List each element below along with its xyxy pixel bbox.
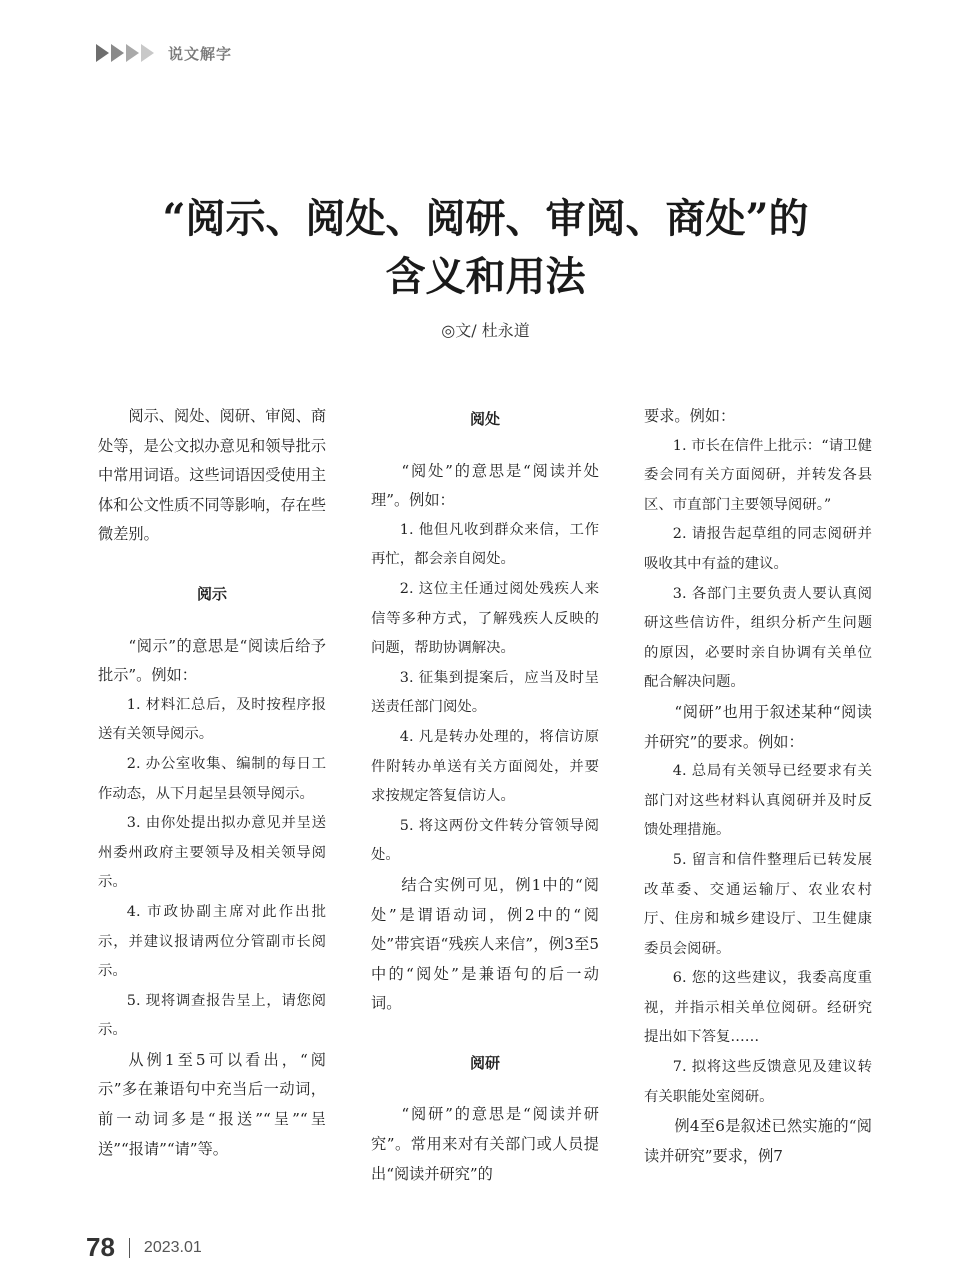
example-item: 3. 征集到提案后，应当及时呈送责任部门阅处。: [371, 669, 599, 716]
example-item: 2. 办公室收集、编制的每日工作动态，从下月起呈县领导阅示。: [98, 755, 326, 802]
paragraph: 要求。例如：: [644, 407, 736, 425]
issue-date: 2023.01: [143, 1238, 202, 1256]
paragraph: 从例1至5可以看出，“阅示”多在兼语句中充当后一动词，前一动词多是“报送”“呈”“呈送”“报请”“请”等。: [98, 1050, 326, 1158]
paragraph: “阅示”的意思是“阅读后给予批示”。例如：: [98, 636, 326, 685]
example-item: 4. 凡是转办处理的，将信访原件附转办单送有关方面阅处，并要求按规定答复信访人。: [371, 728, 599, 805]
example-item: 1. 他但凡收到群众来信，工作再忙，都会亲自阅处。: [371, 521, 599, 568]
subheading-yueshi: 阅示: [196, 584, 227, 603]
chevron-arrows-icon: [96, 44, 156, 62]
section-header: [96, 40, 232, 66]
paragraph: 例4至6是叙述已然实施的“阅读并研究”要求，例7: [644, 1117, 872, 1165]
subheading-yuechu: 阅处: [469, 410, 500, 428]
text-column-3: [644, 402, 872, 1171]
paragraph: 阅示、阅处、阅研、审阅、商处等，是公文拟办意见和领导批示中常用词语。这些词语因受使用主体和公文性质不同等影响，存在些微差别。: [98, 407, 326, 544]
paragraph: 结合实例可见，例1中的“阅处”是谓语动词，例2中的“阅处”带宾语“残疾人来信”，例3至5中的“阅处”是兼语句的后一动词。: [371, 875, 599, 1013]
title-line-2: 含义和用法: [385, 253, 586, 300]
example-item: 2. 这位主任通过阅处残疾人来信等多种方式，了解残疾人反映的问题，帮助协调解决。: [371, 580, 599, 657]
paragraph: “阅处”的意思是“阅读并处理”。例如：: [371, 461, 599, 510]
section-label: 说文解字: [168, 44, 233, 63]
example-item: 3. 各部门主要负责人要认真阅研这些信访件，组织分析产生问题的原因，必要时亲自协调有关单位配合解决问题。: [644, 585, 872, 691]
example-item: 5. 将这两份文件转分管领导阅处。: [371, 817, 599, 864]
subheading-yueyan: 阅研: [469, 1053, 500, 1072]
paragraph: “阅研”也用于叙述某种“阅读并研究”的要求。例如：: [644, 702, 872, 751]
byline: ◎文/ 杜永道: [441, 321, 530, 340]
text-column-2: [371, 402, 599, 1189]
example-item: 3. 由你处提出拟办意见并呈送州委州政府主要领导及相关领导阅示。: [98, 815, 326, 891]
example-item: 4. 总局有关领导已经要求有关部门对这些材料认真阅研并及时反馈处理措施。: [644, 763, 872, 839]
article-title: [80, 190, 891, 306]
paragraph: “阅研”的意思是“阅读并研究”。常用来对有关部门或人员提出“阅读并研究”的: [371, 1105, 599, 1183]
text-column-1: [98, 402, 326, 1164]
example-item: 4. 市政协副主席对此作出批示，并建议报请两位分管副市长阅示。: [98, 903, 326, 980]
footer-divider: [129, 1238, 130, 1258]
example-item: 6. 您的这些建议，我委高度重视，并指示相关单位阅研。经研究提出如下答复……: [644, 970, 872, 1046]
example-item: 7. 拟将这些反馈意见及建议转有关职能处室阅研。: [644, 1059, 872, 1105]
example-item: 5. 留言和信件整理后已转发展改革委、交通运输厅、农业农村厅、住房和城乡建设厅、卫生健康委员会阅研。: [644, 851, 872, 957]
page-footer: [86, 1232, 202, 1263]
example-item: 1. 市长在信件上批示：“请卫健委会同有关方面阅研，并转发各县区、市直部门主要领导阅研。”: [644, 437, 872, 513]
title-line-1: “阅示、阅处、阅研、审阅、商处”的: [162, 195, 809, 242]
example-item: 5. 现将调查报告呈上，请您阅示。: [98, 992, 326, 1039]
page-number: 78: [86, 1232, 115, 1262]
example-item: 1. 材料汇总后，及时按程序报送有关领导阅示。: [98, 696, 326, 743]
example-item: 2. 请报告起草组的同志阅研并吸收其中有益的建议。: [644, 526, 872, 572]
